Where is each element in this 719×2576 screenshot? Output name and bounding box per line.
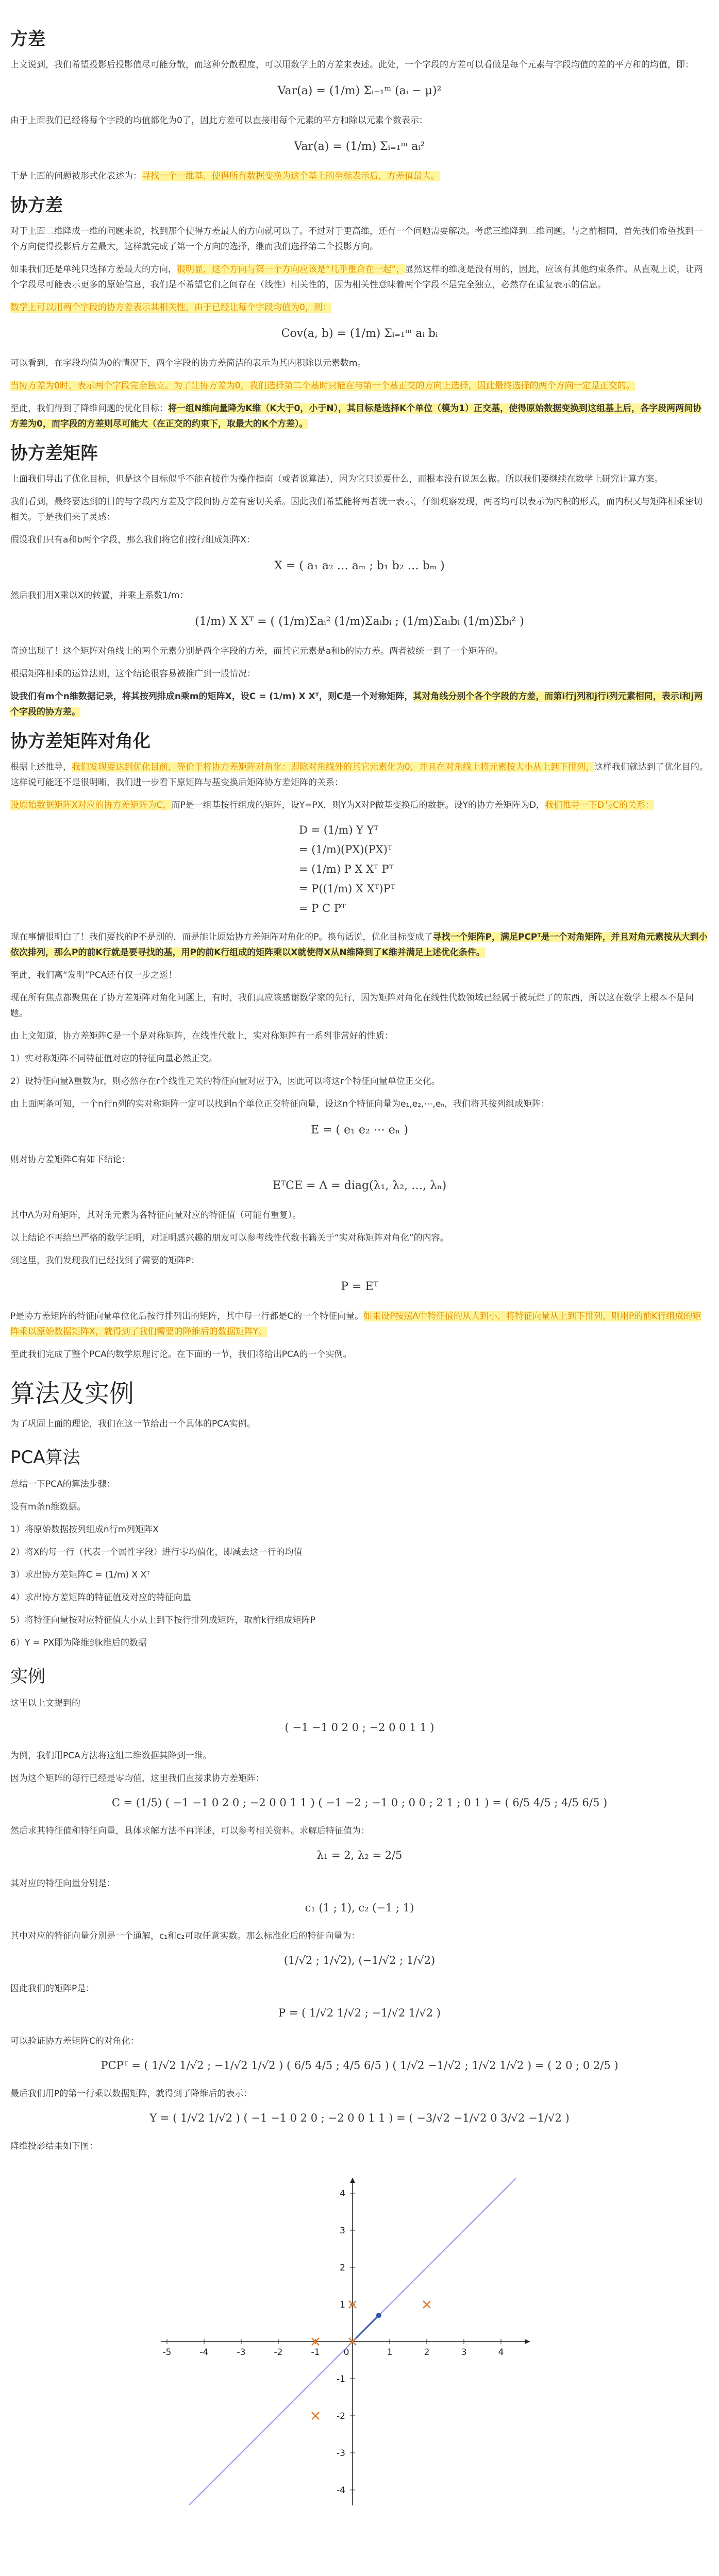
section-title-covariance: 协方差 xyxy=(10,195,63,216)
paragraph: 到这里，我们发现我们已经找到了需要的矩阵P： xyxy=(10,1256,200,1266)
paragraph: 然后我们用X乘以X的转置，并乘上系数1/m： xyxy=(10,590,189,601)
paragraph: 由于上面我们已经将每个字段的均值都化为0了，因此方差可以直接用每个元素的平方和除以元素个数表示： xyxy=(10,115,428,126)
paragraph: 设我们有m个n维数据记录，将其按列排成n乘m的矩阵X，设C = (1/m) X Xᵀ，则C是一个对称矩阵，其对角线分别个各个字段的方差，而第i行j列和j行i列元素相同，表示i和j两个字段的协方差。 xyxy=(10,691,703,717)
paragraph xyxy=(10,300,709,315)
highlight: 如果设P按照Λ中特征值的从大到小，将特征向量从上到下排列，则用P的前K行组成的矩阵乘以原始数据矩阵X，就得到了我们需要的降维后的数据矩阵Y。 xyxy=(10,1311,701,1337)
data-point xyxy=(423,2301,430,2308)
section-title-algorithm: 算法及实例 xyxy=(10,1379,135,1408)
y-tick-label: 2 xyxy=(340,2263,345,2273)
paragraph: 其中对应的特征向量分别是一个通解，c₁和c₂可取任意实数。那么标准化后的特征向量为： xyxy=(10,1931,360,1941)
paragraph: 至此，我们得到了降维问题的优化目标：将一组N维向量降为K维（K大于0，小于N），其目标是选择K个单位（模为1）正交基，使得原始数据变换到这组基上后，各字段两两间协方差为0，而字段的方差则尽可能大（在正交的约束下，取最大的K个方差）。 xyxy=(10,403,702,429)
paragraph: 至此，我们离“发明”PCA还有仅一步之遥！ xyxy=(10,970,177,980)
paragraph: 可以验证协方差矩阵C的对角化： xyxy=(10,2036,139,2046)
highlight-bold: 其对角线分别个各个字段的方差，而第i行j列和j行i列元素相同，表示i和j两个字段的协方差。 xyxy=(10,691,703,717)
highlight: 设原始数据矩阵X对应的协方差矩阵为C， xyxy=(10,800,172,810)
paragraph: 如果我们还是单纯只选择方差最大的方向，很明显，这个方向与第一个方向应该是“几乎重合在一起”，显然这样的维度是没有用的，因此，应该有其他约束条件。从直观上说，让两个字段尽可能表示更多的原始信息，我们是不希望它们之间存在（线性）相关性的，因为相关性意味着两个字段不是完全独立，必然存在重复表示的信息。 xyxy=(10,264,703,290)
projection-plot xyxy=(161,2176,532,2505)
formula-normalized-vectors: (1/√2 ; 1/√2), (−1/√2 ; 1/√2) xyxy=(283,1954,436,1967)
paragraph: 以上结论不再给出严格的数学证明，对证明感兴趣的朋友可以参考线性代数书籍关于“实对称矩阵对角化”的内容。 xyxy=(10,1233,449,1243)
x-axis-arrow xyxy=(525,2339,530,2344)
highlight: 数学上可以用两个字段的协方差表示其相关性，由于已经让每个字段均值为0，则： xyxy=(10,302,331,313)
x-tick-label: -3 xyxy=(237,2347,246,2358)
formula-e-matrix: E = ( e₁ e₂ ⋯ eₙ ) xyxy=(311,1124,408,1137)
paragraph: 则对协方差矩阵C有如下结论： xyxy=(10,1155,130,1165)
formula-matrix-x: X = ( a₁ a₂ … aₘ ; b₁ b₂ … bₘ ) xyxy=(274,560,445,572)
highlight: 很明显，这个方向与第一个方向应该是“几乎重合在一起”， xyxy=(177,264,405,275)
paragraph: 2）设特征向量λ重数为r，则必然存在r个线性无关的特征向量对应于λ，因此可以将这r个特征向量单位正交化。 xyxy=(10,1076,440,1087)
paragraph: 上面我们导出了优化目标，但是这个目标似乎不能直接作为操作指南（或者说算法），因为它只说要什么，而根本没有说怎么做。所以我们要继续在数学上研究计算方案。 xyxy=(10,474,663,484)
paragraph: 现在事情很明白了！我们要找的P不是别的，而是能让原始协方差矩阵对角化的P。换句话说，优化目标变成了寻找一个矩阵P，满足PCPᵀ是一个对角矩阵，并且对角元素按从大到小依次排列，那么P的前K行就是要寻找的基，用P的前K行组成的矩阵乘以X就使得X从N维降到了K维并满足上述优化条件。 xyxy=(10,932,708,958)
basis-vector-arrow xyxy=(353,2315,379,2342)
formula-p-equals-et: P = Eᵀ xyxy=(341,1280,378,1293)
x-tick-label: -2 xyxy=(274,2347,283,2358)
section-title-covariance-matrix: 协方差矩阵 xyxy=(10,443,98,464)
formula-pcpt: PCPᵀ = ( 1/√2 1/√2 ; −1/√2 1/√2 ) ( 6/5 4/5 ; 4/5 6/5 ) ( 1/√2 −1/√2 ; 1/√2 1/√2 ) = ( 2 0 ; 0 2/5 ) xyxy=(101,2059,618,2072)
paragraph: 对于上面二维降成一维的问题来说，找到那个使得方差最大的方向就可以了。不过对于更高维，还有一个问题需要解决。考虑三维降到二维问题。与之前相同，首先我们希望找到一个方向使得投影后方差最大，这样就完成了第一个方向的选择，继而我们选择第二个投影方向。 xyxy=(10,226,703,252)
subsection-title-example: 实例 xyxy=(10,1666,45,1687)
paragraph: 由上文知道，协方差矩阵C是一个是对称矩阵，在线性代数上，实对称矩阵有一系列非常好的性质： xyxy=(10,1031,393,1041)
formula-lambda-diag: EᵀCE = Λ = diag(λ₁, λ₂, …, λₙ) xyxy=(272,1179,447,1192)
step-item: 4）求出协方差矩阵的特征值及对应的特征向量 xyxy=(10,1592,191,1603)
paragraph: 这里以上文提到的 xyxy=(10,1698,80,1708)
highlight: 寻找一个一维基，使得所有数据变换为这个基上的坐标表示后，方差值最大。 xyxy=(142,171,440,181)
paragraph: 假设我们只有a和b两个字段，那么我们将它们按行组成矩阵X： xyxy=(10,535,255,545)
x-tick-label: -5 xyxy=(162,2347,172,2358)
y-tick-label: 3 xyxy=(340,2226,345,2236)
section-title-variance: 方差 xyxy=(10,29,45,49)
paragraph: 我们看到，最终要达到的目的与字段内方差及字段间协方差有密切关系。因此我们希望能将两者统一表示，仔细观察发现，两者均可以表示为内积的形式，而内积又与矩阵相乘密切相关。于是我们来了灵感： xyxy=(10,497,703,522)
step-item: 3）求出协方差矩阵C = (1/m) X Xᵀ xyxy=(10,1570,150,1580)
y-tick-label: -1 xyxy=(337,2374,345,2384)
step-item: 1）将原始数据按列组成n行m列矩阵X xyxy=(10,1524,159,1535)
y-tick-label: -2 xyxy=(337,2411,345,2421)
paragraph: 于是上面的问题被形式化表述为：寻找一个一维基，使得所有数据变换为这个基上的坐标表示后，方差值最大。 xyxy=(10,171,440,181)
formula-data-matrix: ( −1 −1 0 2 0 ; −2 0 0 1 1 ) xyxy=(285,1721,434,1734)
paragraph: 可以看到，在字段均值为0的情况下，两个字段的协方差简洁的表示为其内积除以元素数m。 xyxy=(10,358,366,368)
formula-eigenvalues: λ₁ = 2, λ₂ = 2/5 xyxy=(316,1849,403,1861)
highlight-bold: 将一组N维向量降为K维（K大于0，小于N），其目标是选择K个单位（模为1）正交基，使得原始数据变换到这组基上后，各字段两两间协方差为0，而字段的方差则尽可能大（在正交的约束下，取最大的K个方差）。 xyxy=(10,403,702,429)
formula-variance-zero-mean: Var(a) = (1/m) Σᵢ₌₁ᵐ aᵢ² xyxy=(294,140,425,153)
paragraph: 设原始数据矩阵X对应的协方差矩阵为C，而P是一组基按行组成的矩阵，设Y=PX，则Y为X对P做基变换后的数据。设Y的协方差矩阵为D，我们推导一下D与C的关系： xyxy=(10,800,655,810)
paragraph: 因此我们的矩阵P是： xyxy=(10,1984,95,1994)
x-tick-label: 1 xyxy=(387,2347,393,2358)
y-tick-label: -3 xyxy=(337,2448,345,2459)
paragraph: 上文说到，我们希望投影后投影值尽可能分散，而这种分散程度，可以用数学上的方差来表述。此处，一个字段的方差可以看做是每个元素与字段均值的差的平方和的均值，即： xyxy=(10,60,694,70)
paragraph: 总结一下PCA的算法步骤： xyxy=(10,1479,115,1489)
paragraph xyxy=(10,378,709,394)
data-point xyxy=(312,2412,319,2419)
formula-covariance: Cov(a, b) = (1/m) Σᵢ₌₁ᵐ aᵢ bᵢ xyxy=(281,327,438,340)
highlight: 我们推导一下D与C的关系： xyxy=(545,800,655,810)
y-axis-arrow xyxy=(350,2178,355,2183)
formula-variance: Var(a) = (1/m) Σᵢ₌₁ᵐ (aᵢ − μ)² xyxy=(277,84,442,97)
highlight-bold: 寻找一个矩阵P，满足PCPᵀ是一个对角矩阵，并且对角元素按从大到小依次排列，那么P的前K行就是要寻找的基，用P的前K行组成的矩阵乘以X就使得X从N维降到了K维并满足上述优化条件。 xyxy=(10,932,708,958)
y-tick-label: -4 xyxy=(337,2485,345,2496)
highlight: 当协方差为0时，表示两个字段完全独立。为了让协方差为0，我们选择第二个基时只能在与第一个基正交的方向上选择， xyxy=(10,381,477,391)
step-item: 5）将特征向量按对应特征值大小从上到下按行排列成矩阵，取前k行组成矩阵P xyxy=(10,1615,315,1625)
x-tick-label: -4 xyxy=(199,2347,209,2358)
formula-cov-computation: C = (1/5) ( −1 −1 0 2 0 ; −2 0 0 1 1 ) ( −1 −2 ; −1 0 ; 0 0 ; 2 1 ; 0 1 ) = ( 6/5 4/5 ; 4/5 6/5 ) xyxy=(111,1797,608,1809)
paragraph: 因为这个矩阵的每行已经是零均值，这里我们直接求协方差矩阵： xyxy=(10,1773,264,1784)
paragraph: 为例，我们用PCA方法将这组二维数据其降到一维。 xyxy=(10,1751,212,1761)
formula-xxt: (1/m) X Xᵀ = ( (1/m)Σaᵢ² (1/m)Σaᵢbᵢ ; (1/m)Σaᵢbᵢ (1/m)Σbᵢ² ) xyxy=(195,615,524,628)
y-tick-label: 4 xyxy=(340,2189,345,2199)
paragraph: P是协方差矩阵的特征向量单位化后按行排列出的矩阵，其中每一行都是C的一个特征向量。如果设P按照Λ中特征值的从大到小，将特征向量从上到下排列，则用P的前K行组成的矩阵乘以原始数据矩阵X，就得到了我们需要的降维后的数据矩阵Y。 xyxy=(10,1311,701,1337)
paragraph: 降维投影结果如下图： xyxy=(10,2141,98,2151)
paragraph: 最后我们用P的第一行乘以数据矩阵，就得到了降维后的表示： xyxy=(10,2089,253,2099)
formula-y-result: Y = ( 1/√2 1/√2 ) ( −1 −1 0 2 0 ; −2 0 0 1 1 ) = ( −3/√2 −1/√2 0 3/√2 −1/√2 ) xyxy=(149,2112,570,2124)
paragraph: 奇迹出现了！这个矩阵对角线上的两个元素分别是两个字段的方差，而其它元素是a和b的协方差。两者被统一到了一个矩阵的。 xyxy=(10,646,504,656)
paragraph: 1）实对称矩阵不同特征值对应的特征向量必然正交。 xyxy=(10,1054,218,1064)
highlight: 我们发现要达到优化目前，等价于将协方差矩阵对角化：即除对角线外的其它元素化为0，并且在对角线上将元素按大小从上到下排列， xyxy=(72,762,594,772)
x-tick-label: 2 xyxy=(424,2347,430,2358)
paragraph: 根据上述推导，我们发现要达到优化目前，等价于将协方差矩阵对角化：即除对角线外的其它元素化为0，并且在对角线上将元素按大小从上到下排列，这样我们就达到了优化目的。这样说可能还不是很明晰，我们进一步看下原矩阵与基变换后矩阵协方差矩阵的关系： xyxy=(10,762,708,788)
paragraph: 设有m条n维数据。 xyxy=(10,1502,86,1512)
formula-matrix-p: P = ( 1/√2 1/√2 ; −1/√2 1/√2 ) xyxy=(278,2007,441,2019)
formula-eigenvectors: c₁ (1 ; 1), c₂ (−1 ; 1) xyxy=(305,1902,414,1914)
formula-d-derivation: D = (1/m) Y Yᵀ = (1/m)(PX)(PX)ᵀ = (1/m) P X Xᵀ Pᵀ = P((1/m) X Xᵀ)Pᵀ = P C Pᵀ xyxy=(299,824,395,914)
x-tick-label: 3 xyxy=(461,2347,467,2358)
x-tick-label: 4 xyxy=(498,2347,504,2358)
subsection-title-pca: PCA算法 xyxy=(10,1447,80,1468)
basis-vector-head xyxy=(376,2313,381,2318)
x-tick-label: 0 xyxy=(343,2347,349,2358)
paragraph: 由上面两条可知，一个n行n列的实对称矩阵一定可以找到n个单位正交特征向量，设这n个特征向量为e₁,e₂,⋯,eₙ，我们将其按列组成矩阵： xyxy=(10,1099,550,1109)
paragraph: 现在所有焦点都聚焦在了协方差矩阵对角化问题上，有时，我们真应该感谢数学家的先行，因为矩阵对角化在线性代数领域已经属于被玩烂了的东西，所以这在数学上根本不是问题。 xyxy=(10,993,694,1019)
step-item: 2）将X的每一行（代表一个属性字段）进行零均值化，即减去这一行的均值 xyxy=(10,1547,303,1557)
step-item: 6）Y = PX即为降维到k维后的数据 xyxy=(10,1638,147,1648)
paragraph: 然后求其特征值和特征向量，具体求解方法不再详述，可以参考相关资料。求解后特征值为： xyxy=(10,1826,370,1836)
highlight: 因此最终选择的两个方向一定是正交的。 xyxy=(477,381,635,391)
section-title-diagonalization: 协方差矩阵对角化 xyxy=(10,731,151,752)
paragraph: 至此我们完成了整个PCA的数学原理讨论。在下面的一节，我们将给出PCA的一个实例。 xyxy=(10,1349,352,1360)
paragraph: 其中Λ为对角矩阵，其对角元素为各特征向量对应的特征值（可能有重复）。 xyxy=(10,1210,302,1221)
paragraph: 根据矩阵相乘的运算法则，这个结论很容易被推广到一般情况： xyxy=(10,669,256,679)
paragraph: 其对应的特征向量分别是： xyxy=(10,1878,115,1889)
paragraph: 为了巩固上面的理论，我们在这一节给出一个具体的PCA实例。 xyxy=(10,1419,256,1429)
y-tick-label: 1 xyxy=(340,2300,345,2310)
x-tick-label: -1 xyxy=(311,2347,320,2358)
